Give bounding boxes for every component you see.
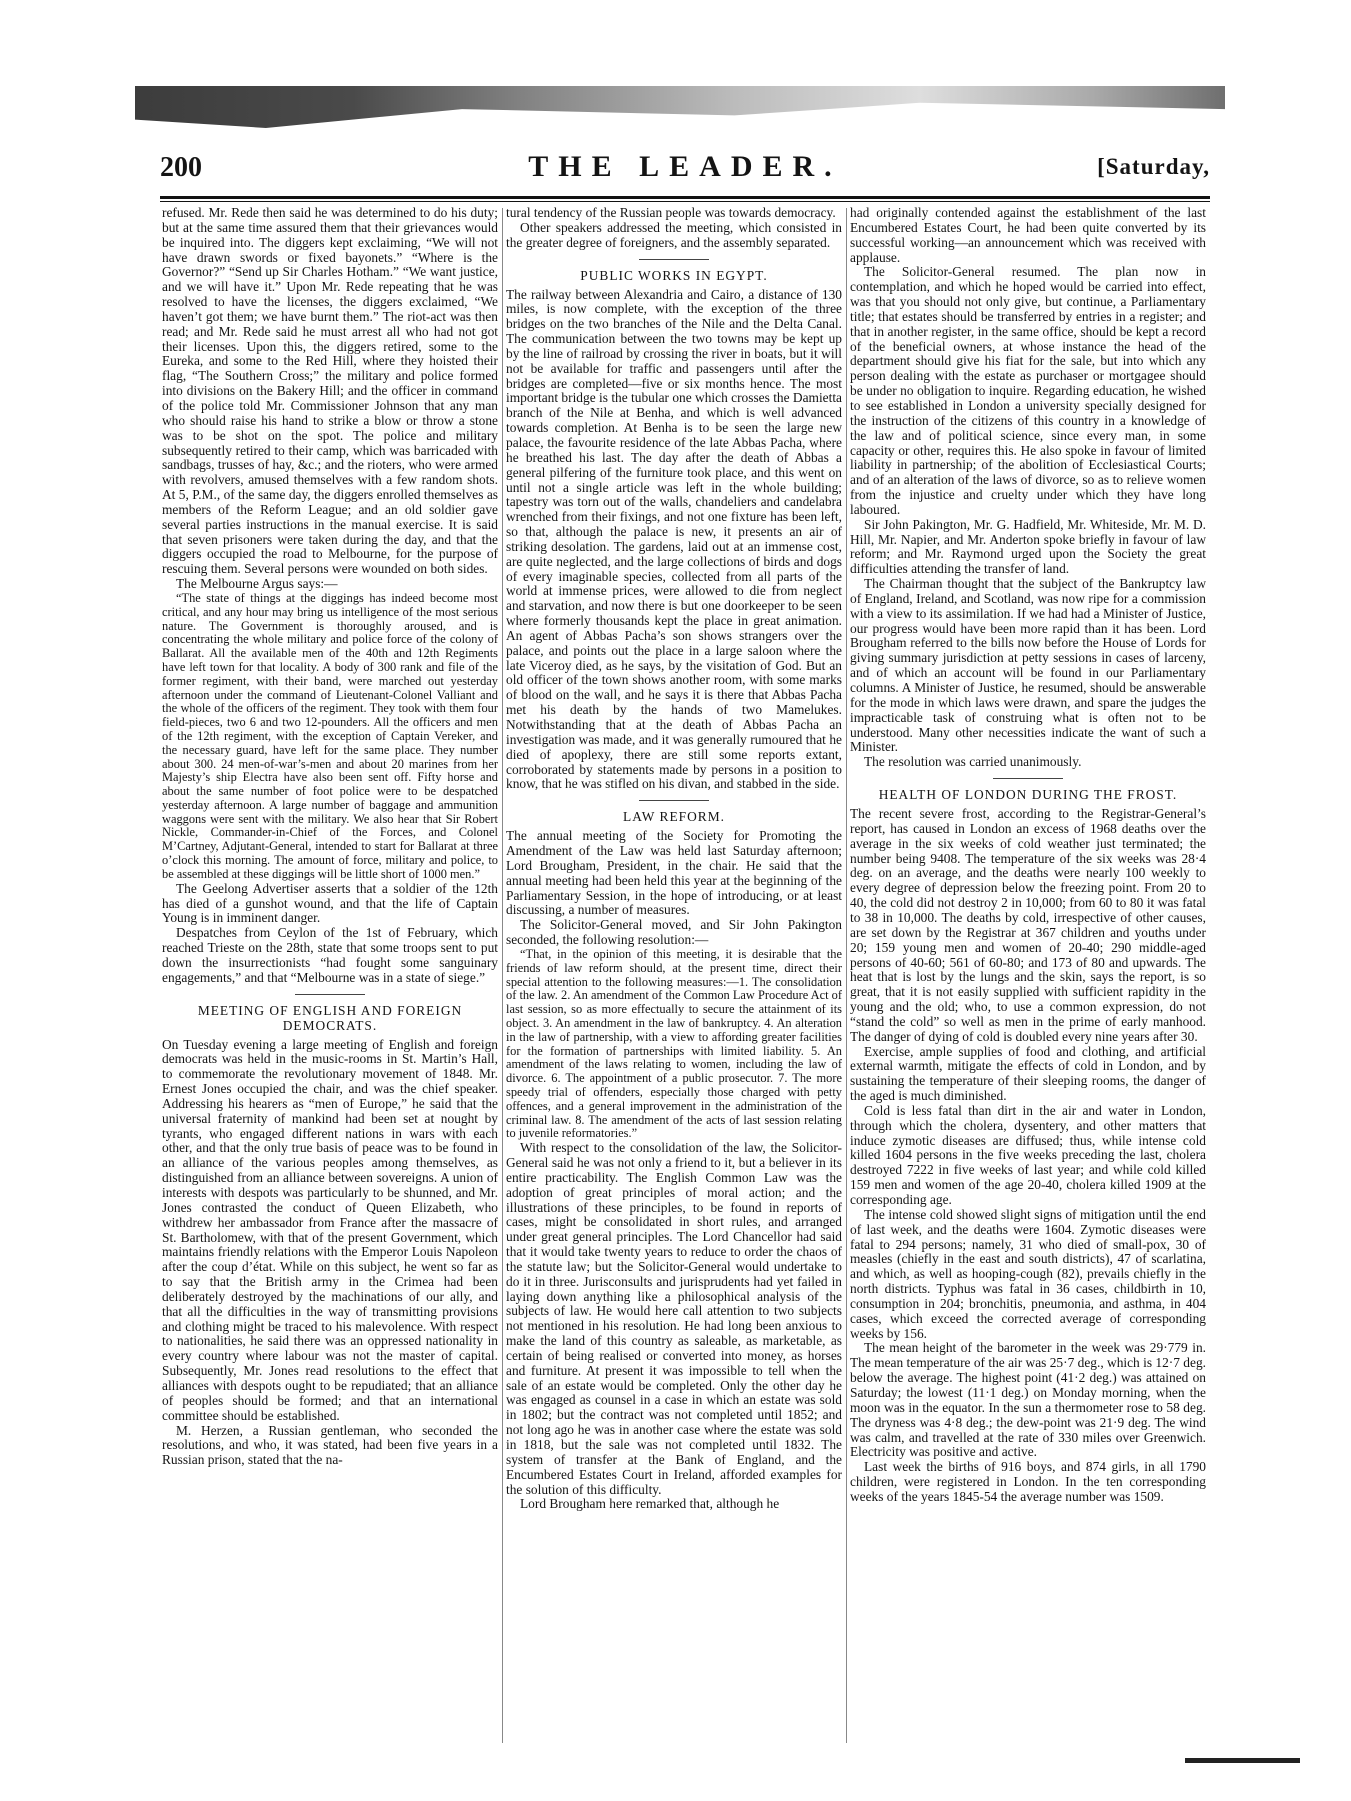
- masthead-rule-thin: [160, 201, 1210, 202]
- section-divider: [639, 800, 709, 801]
- section-heading-egypt: PUBLIC WORKS IN EGYPT.: [580, 267, 768, 283]
- speakers-paragraph: Other speakers addressed the meeting, which consisted in the greater degree of foreigners, and the assembly separated.: [506, 219, 842, 250]
- resolution-paragraph: The resolution was carried unanimously.: [864, 754, 1082, 770]
- section-heading-law: LAW REFORM.: [623, 809, 725, 825]
- print-smudge: [135, 86, 1225, 128]
- law-resolution-quote: “That, in the opinion of this meeting, it is desirable that the friends of law reform should, at the present time, direct their special attention to the following measures:—1. The consolidation of the law. 2. An amendment of the Common Law Procedure Act of last session, so as more effectually to secure the attainment of its object. 3. An amendment in the law of bankruptcy. 4. An alteration in the law of partnership, with a view to affording greater facilities for the formation of partnerships with limited liability. 5. An amendment of the laws relating to women, including the law of divorce. 6. The appointment of a public prosecutor. 7. The more speedy trial of offenders, especially those charged with petty offences, and a general improvement in the administration of the criminal law. 8. The amendment of the acts of last session relating to juvenile reformatories.”: [506, 946, 842, 1141]
- section-heading-health: HEALTH OF LONDON DURING THE FROST.: [878, 787, 1178, 803]
- law-paragraph-3: With respect to the consolidation of the law, the Solicitor-General said he was not only a friend to it, but a believer in its entire practicability. The English Common Law was the adoption of great principles of moral action; and the illustrations of these principles, to be found in reports of cases, might be consolidated in short rules, and arranged under great general principles. The Lord Chancellor had said that it would take twenty years to reduce to order the chaos of the statute law; but the Solicitor-General would undertake to do it in three. Jurisconsults and jurisprudents had yet failed in laying down anything like a philosophical analysis of the subjects of law. He would here call attention to two subjects not mentioned in his resolution. He had long been anxious to make the land of this country as saleable, as marketable, as certain of being realised or converted into money, as horses and furniture. At present it was impossible to tell when the sale of an estate would be completed. Only the other day he was engaged as counsel in a case in which an estate was sold in 1802; but the contract was not completed until 1852; and not long ago he was in another case where the estate was sold in 1818, but the sale was not completed until 1832. The system of transfer at the Bank of England, and the Encumbered Estates Court in Ireland, afforded examples for the solution of this difficulty.: [506, 1140, 842, 1497]
- masthead-rule: [160, 196, 1210, 199]
- newspaper-title: THE LEADER.: [528, 150, 842, 183]
- section-heading-democrats: MEETING OF ENGLISH AND FOREIGN DEMOCRATS.: [197, 1002, 463, 1033]
- column-separator: [502, 208, 503, 1743]
- column-1: [162, 206, 498, 1746]
- print-smudge: [1185, 1758, 1300, 1763]
- column-3: [850, 206, 1206, 1746]
- egypt-paragraph: The railway between Alexandria and Cairo, a distance of 130 miles, is now complete, with the exception of the three bridges on the two branches of the Nile and the Delta Canal. The communication between the two towns may be kept up by the line of railroad by crossing the river in boats, but it will not be available for traffic and passengers until after the bridges are completed—five or six months hence. The most important bridge is the tubular one which crosses the Damietta branch of the Nile at Benha, and which is well advanced towards completion. At Benha is to be seen the large new palace, the favourite residence of the late Abbas Pacha, where he breathed his last. The day after the death of Abbas a general pilfering of the furniture took place, and this went on until not a single article was left in the whole building; tapestry was torn out of the walls, chandeliers and candelabra wrenched from their fixings, and not one fixture has been left, so that, although the palace is new, it presents an air of striking desolation. The gardens, laid out at an immense cost, are quite neglected, and the large collections of birds and dogs of every imaginable species, collected from all parts of the world at immense prices, were allowed to die from neglect and starvation, and now there is but one doorkeeper to be seen where formerly thousands kept the place in great animation. An agent of Abbas Pacha’s son shows strangers over the palace, and points out the place in a large saloon where the late Viceroy died, as he says, by the visitation of God. But an old officer of the town shows another room, with some marks of blood on the wall, and he says it is there that Abbas Pacha met his death by the hands of two Mamelukes. Notwithstanding that at the death of Abbas Pacha an investigation was made, and it was generally rumoured that he died of apoplexy, there are still some reports extant, corroborated by statements made by persons in a position to know, that he was stifled on his divan, and stabbed in the side.: [506, 286, 842, 792]
- ceylon-paragraph: Despatches from Ceylon of the 1st of February, which reached Trieste on the 28th, state that some troops sent to put down the insurrectionists “had fought some sanguinary engagements,” and that “Melbourne was in a state of siege.”: [162, 925, 498, 985]
- argus-intro: The Melbourne Argus says:—: [176, 576, 338, 592]
- herzen-paragraph: M. Herzen, a Russian gentleman, who seconded the resolutions, and who, it was stated, had been five years in a Russian prison, stated that the na-: [162, 1422, 498, 1468]
- issue-day: [Saturday,: [1097, 154, 1210, 179]
- masthead: [160, 148, 1210, 200]
- section-divider: [993, 778, 1063, 779]
- law-paragraph-2: The Solicitor-General moved, and Sir John Pakington seconded, the following resolution:—: [506, 917, 842, 948]
- column-2: [506, 206, 842, 1746]
- section-divider: [295, 994, 365, 995]
- speakers-list-paragraph: Sir John Pakington, Mr. G. Hadfield, Mr. Whiteside, Mr. M. D. Hill, Mr. Napier, and Mr. Anderton spoke briefly in favour of law reform; and Mr. Raymond urged upon the Society the great difficulties attending the transfer of land.: [850, 516, 1206, 577]
- page-number: 200: [160, 152, 202, 183]
- health-paragraph-5: The mean height of the barometer in the week was 29·779 in. The mean temperature of the air was 25·7 deg., which is 12·7 deg. below the average. The highest point (41·2 deg.) was attained on Saturday; the lowest (11·1 deg.) on Monday morning, when the moon was in the equator. In the sun a thermometer rose to 58 deg. The dryness was 4·8 deg.; the dew-point was 21·9 deg. The wind was calm, and travelled at the rate of 330 miles over Greenwich. Electricity was positive and active.: [850, 1340, 1206, 1460]
- health-paragraph-1: The recent severe frost, according to the Registrar-General’s report, has caused in London an excess of 1968 deaths over the average in the six weeks of cold weather just terminated; the number being 9408. The temperature of the six weeks was 28·4 deg. on an average, and the deaths were nearly 100 weekly to every degree of depression below the freezing point. From 20 to 40, the cold did not destroy 2 in 10,000; from 60 to 80 it was fatal to 38 in 10,000. The deaths by cold, irrespective of other causes, are set down by the Registrar at 367 children and youths under 20; 159 young men and women of 20-40; 290 middle-aged persons of 40-60; 561 of 60-80; and 173 of 80 and upwards. The heat that is lost by the lungs and the skin, says the report, is so great, that it is not easily supplied with sufficient rapidity in the young and the old; who, to use a common expression, do not “stand the cold” so well as men in the prime of early manhood. The danger of dying of cold is doubled every nine years after 30.: [850, 806, 1206, 1044]
- column-separator: [846, 208, 847, 1743]
- health-paragraph-2: Exercise, ample supplies of food and clothing, and artificial external warmth, mitigate the effects of cold in London, and by sustaining the temperature of their sleeping rooms, the danger of the aged is much diminished.: [850, 1043, 1206, 1104]
- law-paragraph-1: The annual meeting of the Society for Promoting the Amendment of the Law was held last Saturday afternoon; Lord Brougham, President, in the chair. He said that the annual meeting had been held this year at the beginning of the Parliamentary Session, in the hope of introducing, or at least discussing, a number of measures.: [506, 828, 842, 918]
- solicitor-general-paragraph: The Solicitor-General resumed. The plan now in contemplation, and which he hoped would be carried into effect, was that you should not only give, but continue, a Parliamentary title; that estates should be transferred by entries in a register; and that in another register, in the same office, should be kept a record of the beneficial owners, at whose instance the head of the department should give his fiat for the sale, but into which any person dealing with the estate as purchaser or mortgagee should be under no obligation to inquire. Regarding education, he wished to see established in London a university specially designed for the instruction of the citizens of this country in a knowledge of the law and of political science, since every man, in some capacity or other, requires this. He also spoke in favour of limited liability in partnership; of the abolition of Ecclesiastical Courts; and of an alteration of the laws of divorce, so as to relieve women from the injustice and cruelty under which they have long laboured.: [850, 264, 1206, 517]
- argus-quote: “The state of things at the diggings has indeed become most critical, and any hour may bring us intelligence of the most serious nature. The Government is thoroughly aroused, and is concentrating the whole military and police force of the colony of Ballarat. All the available men of the 40th and 12th Regiments have left town for that locality. A body of 300 rank and file of the former regiment, with their band, were marched out yesterday afternoon under the command of Lieutenant-Colonel Valliant and the whole of the officers of the regiment. They took with them four field-pieces, two 6 and two 12-pounders. All the officers and men of the 12th regiment, with the exception of Captain Vereker, and the necessary guard, have left for the same place. They number about 300. 24 men-of-war’s-men and about 20 marines from her Majesty’s ship Electra have also been sent off. Fifty horse and about the same number of foot police were to be despatched yesterday afternoon. A large number of baggage and ammunition waggons were sent with the military. We also hear that Sir Robert Nickle, Commander-in-Chief of the Forces, and Colonel M’Cartney, Adjutant-General, intended to start for Ballarat at three o’clock this morning. The amount of force, military and police, to be assembled at these diggings will be little short of 1000 men.”: [162, 590, 498, 881]
- ballarat-paragraph: refused. Mr. Rede then said he was determined to do his duty; but at the same time assured them that their grievances would be inquired into. The diggers kept exclaiming, “We will not have drawn swords or fixed bayonets.” “Where is the Governor?” “Send up Sir Charles Hotham.” “We want justice, and we will have it.” Upon Mr. Rede repeating that he was resolved to have the licenses, the diggers exclaimed, “We haven’t got them; we have burnt them.” The riot-act was then read; and Mr. Rede said he must arrest all who had not got their licenses. Upon this, the diggers retired, some to the Eureka, and some to the Red Hill, where they hoisted their flag, “The Southern Cross;” the military and police formed into divisions on the Bakery Hill; and the officer in command of the police told Mr. Commissioner Johnson that any man who should raise his hand to strike a blow or throw a stone was to be shot on the spot. The police and military subsequently retired to their camp, which was barricaded with sandbags, trusses of hay, &c.; and the rioters, who were armed with revolvers, amused themselves with a few random shots. At 5, P.M., of the same day, the diggers enrolled themselves as members of the Reform League; and an old soldier gave several parties instructions in the manual exercise. It is said that seven prisoners were taken during the day, and that the diggers occupied the road to Melbourne, for the purpose of rescuing them. Several persons were wounded on both sides.: [162, 206, 498, 577]
- health-paragraph-4: The intense cold showed slight signs of mitigation until the end of last week, and the deaths were 1604. Zymotic diseases were fatal to 294 persons; namely, 31 who died of small-pox, 30 of measles (chiefly in the east and south districts), 47 of scarlatina, and which, as well as hooping-cough (82), prevails chiefly in the north districts. Typhus was fatal in 36 cases, childbirth in 10, consumption in 204; bronchitis, pneumonia, and asthma, in 404 cases, which exceed the corrected average of corresponding weeks by 156.: [850, 1206, 1206, 1341]
- law-paragraph-4: Lord Brougham here remarked that, although he: [520, 1496, 780, 1512]
- chairman-paragraph: The Chairman thought that the subject of the Bankruptcy law of England, Ireland, and Scotland, was now ripe for a commission with a view to its assimilation. If we had had a Minister of Justice, our progress would have been more rapid than it has been. Lord Brougham referred to the bills now before the House of Lords for giving summary jurisdiction at petty sessions in cases of larceny, and of which an account will be found in our Parliamentary columns. A Minister of Justice, he resumed, should be answerable for the mode in which laws were drawn, and spare the judges the impracticable task of construing what is often not to be understood. Many other necessities indicate the want of such a Minister.: [850, 576, 1206, 755]
- section-divider: [639, 259, 709, 260]
- health-paragraph-3: Cold is less fatal than dirt in the air and water in London, through which the cholera, dysentery, and other matters that induce zymotic diseases are diffused; thus, while intense cold killed 1604 persons in the five weeks preceding the last, cholera destroyed 7222 in five weeks of last year; and while cold killed 159 men and women of the age 20-40, cholera killed 1909 at the corresponding age.: [850, 1102, 1206, 1207]
- democracy-paragraph: tural tendency of the Russian people was towards democracy.: [506, 206, 836, 220]
- estates-court-paragraph: had originally contended against the establishment of the last Encumbered Estates Court, he had been quite converted by its successful working—an announcement which was received with applause.: [850, 206, 1206, 265]
- health-paragraph-6: Last week the births of 916 boys, and 874 girls, in all 1790 children, were registered in London. In the ten corresponding weeks of the years 1845-54 the average number was 1509.: [850, 1459, 1206, 1504]
- meeting-paragraph: On Tuesday evening a large meeting of English and foreign democrats was held in the music-rooms in St. Martin’s Hall, to commemorate the revolutionary movement of 1848. Mr. Ernest Jones occupied the chair, and was the chief speaker. Addressing his hearers as “men of Europe,” he said that the universal fraternity of mankind had been set at nought by tyrants, who engaged different nations in wars with each other, and that the only true basis of peace was to be found in an alliance of the various peoples among themselves, as distinguished from an alliance between sovereigns. A union of interests with despots was particularly to be shunned, and Mr. Jones contrasted the conduct of Queen Elizabeth, who withdrew her ambassador from France after the massacre of St. Bartholomew, with that of the present Government, which maintains friendly relations with the Emperor Louis Napoleon after the coup d’état. While on this subject, he went so far as to say that the British army in the Crimea had been deliberately destroyed by the machinations of our ally, and that all the difficulties in the way of transmitting provisions and clothing might be traced to his malevolence. With respect to nationalities, he said there was an oppressed nationality in every country where labour was not the master of capital. Subsequently, Mr. Jones read resolutions to the effect that alliances with despots ought to be repudiated; that an alliance of peoples should be formed; and that an international committee should be established.: [162, 1036, 498, 1423]
- geelong-paragraph: The Geelong Advertiser asserts that a soldier of the 12th has died of a gunshot wound, and that the life of Captain Young is in imminent danger.: [162, 880, 498, 926]
